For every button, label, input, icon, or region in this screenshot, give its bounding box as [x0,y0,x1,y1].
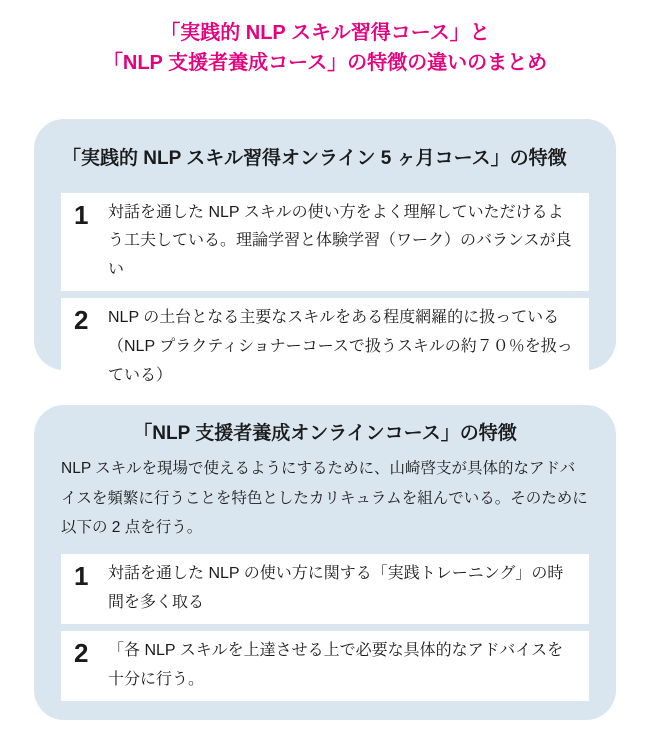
panel-support-header: 「NLP 支援者養成オンラインコース」の特徴 [133,423,517,444]
item-text: 「各 NLP スキルを上達させる上で必要な具体的なアドバイスを十分に行う。 [108,641,564,688]
item-number: 2 [74,305,89,336]
panel-support-description: NLP スキルを現場で使えるようにするために、山崎啓支が具体的なアドバイスを頻繁に行うことを特色としたカリキュラムを組んでいる。そのために以下の 2 点を行う。 [61,459,588,537]
item-number: 2 [74,637,89,668]
item-text: 対話を通した NLP の使い方に関する「実践トレーニング」の時間を多く取る [108,565,564,612]
page-title-line1: 「実践的 NLP スキル習得コース」と [160,22,490,44]
item-number: 1 [74,561,89,592]
feature-item [61,631,589,701]
item-text: NLP の土台となる主要なスキルをある程度網羅的に扱っている（NLP プラクティショナーコースで扱うスキルの約７０％を扱っている） [108,309,573,384]
panel-practical-course [34,119,616,384]
feature-item [61,298,589,396]
feature-item [61,193,589,291]
feature-item [61,554,589,624]
panel-practical-header: 「実践的 NLP スキル習得オンライン 5 ヶ月コース」の特徴 [62,148,567,169]
page-title-line2: 「NLP 支援者養成コース」の特徴の違いのまとめ [102,52,548,74]
page-title [0,0,650,78]
panel-support-course [34,405,616,720]
item-number: 1 [74,199,89,230]
item-text: 対話を通した NLP スキルの使い方をよく理解していただけるよう工夫している。理論学習と体験学習（ワーク）のバランスが良い [108,203,572,279]
